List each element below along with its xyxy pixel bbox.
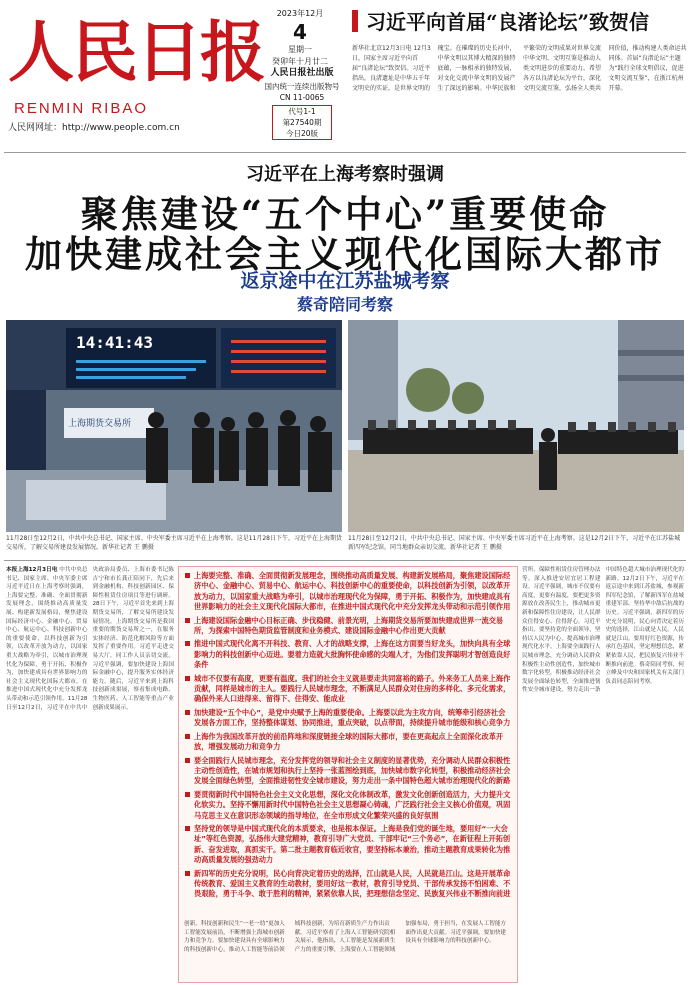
key-point-item: 新四军的历史充分说明，民心向背决定着历史的选择，江山就是人民，人民就是江山。这是开展革命传统教育、爱国主义教育的生动教材，要用好这一教材，教育引导党员、干部传承发扬不怕困难、不畏艰险，勇于斗争、敢于胜利的精神，紧紧依靠人民，把理想信念坚定、民族复兴伟业不断推向前进 — [185, 869, 511, 900]
top-story-body: 新华社北京12月3日电 12月3日，国家主席习近平向首届“良渚论坛”致贺信。习近平指出，良渚遗址是中华五千年文明史的实证，是世界文明的瑰宝。在璀璨的历史长河中，中华文明以其博大精深的独特底蕴，一脉相承的独特发展，对文化交流中华文明的发展产生了深远的影响。中华民族和平繁荣的文明成果对世界交流中华文明、文明互鉴是推动人类文明进步的重要动力。希望各方以良渚论坛为平台，深化文明交流互鉴，弘扬全人类共同价值，推动构建人类命运共同体。首届“良渚论坛”主题为“践行全球文明倡议，促进文明交流互鉴”，在浙江杭州开幕。 — [352, 45, 687, 92]
photo-memorial-visit[interactable] — [348, 320, 684, 532]
exchange-sign: 上海期货交易所 — [68, 419, 132, 429]
key-points-list — [185, 571, 511, 903]
key-point-item: 要全面践行人民城市理念，充分发挥党的领导和社会主义制度的显著优势，充分调动人民群众积极性主动性创造性，在城市规划和执行上坚持一张蓝图绘到底，加快城市数字化转型，积极推动经济社会发展全面绿色转型，全面推进韧性安全城市建设，努力走出一条中国特色超大城市治理现代化的新路 — [185, 756, 511, 787]
photo-caption-right: 11月28日至12月2日，中共中央总书记、国家主席、中央军委主席习近平在上海考察。这是12月2日下午，习近平在江苏盐城新四军纪念馆，同当地群众亲切交流。新华社记者 王 鹏摄 — [348, 535, 681, 551]
issn-number: 国内统一连续出版物号 CN 11-0065 — [264, 82, 340, 102]
article-text-left: 中共中央总书记、国家主席、中央军委主席习近平近日在上海考察时强调，上海要完整、准确、全面贯彻新发展理念，围绕推动高质量发展、构建新发展格局，聚焦建设国际经济中心、金融中心、贸易中心、航运中心、科技创新中心的重要使命，以科技创新为引领，以改革开放为动力，以国家重大战略为牵引，以城市治理现代化为保障，勇于开拓、积极作为，加快建成具有世界影响力的社会主义现代化国际大都市，在推进中国式现代化中充分发挥龙头带动和示范引领作用。11月28日至12月2日，习近平在中共中央政治局委员、上海市委书记陈吉宁和市长龚正陪同下，先后来到金融机构、科技创新园区、保障性租赁住房项目等进行调研。28日下午，习近平首先来到上海期货交易所，了解交易所建设发展情况。上海期货交易所是我国重要的期货交易所之一，在服务实体经济、防范化解风险等方面发挥了重要作用。习近平走进交易大厅，同工作人员亲切交流。习近平强调，要加快建设上海国际金融中心，提升服务实体经济能力。随后，习近平来到上海科技创新成果展，察看集成电路、生物医药、人工智能等重点产业创新成果展示。 — [6, 567, 174, 711]
key-point-item: 上海建设国际金融中心目标正确、步伐稳健、前景光明，上海期货交易所要加快建成世界一流交易所，为探索中国特色期货监管制度和业务模式、建设国际金融中心作出更大贡献 — [185, 616, 511, 637]
photo-caption-left: 11月28日至12月2日，中共中央总书记、国家主席、中央军委主席习近平在上海考察。这是11月28日下午，习近平在上海期货交易所，了解交易所建设发展情况。新华社记者 王 鹏摄 — [6, 535, 342, 551]
headline-kicker: 习近平在上海考察时强调 — [246, 164, 444, 185]
date-line: 2023年12月 — [276, 9, 324, 18]
date-weekday: 星期一 — [288, 45, 312, 54]
key-point-item: 推进中国式现代化离不开科技、教育、人才的战略支撑，上海在这方面要当好龙头，加快向具有全球影响力的科技创新中心迈进。要着力造就大批胸怀使命感的尖端人才，为他们发挥聪明才智创造良好条件 — [185, 639, 511, 670]
top-story-headline[interactable]: 习近平向首届“良渚论坛”致贺信 — [352, 6, 688, 38]
photo-memorial-illustration — [348, 320, 684, 532]
newspaper-logo: 人民日报 — [8, 13, 264, 91]
publisher-info — [262, 68, 342, 142]
article-body-center: 创新，科技创新和民生“一老一幼”更加人工智能发展前沿，不断增强上海城市创新力和竞争力。要加快建设具有全球影响力的科技创新中心，推动人工智能等前沿领域科技创新，为培育新质生产力作出贡献。习近平察看了上海人工智能研究院相关展示，他指出，人工智能是发展新质生产力的重要引擎，上海要在人工智能领域加强布局，勇于担当，在发展人工智能方面作出更大贡献。习近平强调，要加快建设具有全球影响力的科技创新中心。 — [184, 921, 507, 953]
masthead-divider — [4, 152, 686, 153]
key-point-item: 要贯彻新时代中国特色社会主义文化思想，深化文化体制改革，激发文化创新创造活力，大力提升文化软实力。坚持不懈用新时代中国特色社会主义思想凝心铸魂，广泛践行社会主义核心价值观，巩固马克思主义在意识形态领域的指导地位，在全市形成文化繁荣兴盛的良好氛围 — [185, 790, 511, 821]
page-count: 今日20版 — [285, 129, 319, 138]
sub-headline: 返京途中在江苏盐城考察 — [240, 270, 450, 292]
main-headline-line1[interactable]: 聚焦建设“五个中心”重要使命 — [80, 192, 610, 236]
date-day: 4 — [293, 20, 307, 44]
photo-exchange-illustration — [6, 320, 342, 532]
main-headline-line2[interactable]: 加快建成社会主义现代化国际大都市 — [25, 232, 665, 276]
logo-romanization: RENMIN RIBAO — [14, 100, 149, 117]
article-body-right: 营所、保障性租赁住房管理办法等，深入推进安居宜居工程建设。习近平强调，城市不仅要有高度，更要有温度，要把更多资源放在改善民生上，推动城市更新和保障性住房建设，让人民群众住得安心、住得舒心。习近平指出，要坚持党的全面领导，坚持以人民为中心，提高城市治理现代化水平。上海要全面践行人民城市理念，充分调动人民群众积极性主动性创造性，加快城市数字化转型，积极推动经济社会发展全面绿色转型，全面推进韧性安全城市建设，努力走出一条中国特色超大城市治理现代化的新路。12月2日下午，习近平在返京途中来到江苏盐城，参观新四军纪念馆，了解新四军在盐城重建军部、坚持华中敌后抗战的历史。习近平强调，新四军的历史充分说明，民心向背决定着历史的选择，江山就是人民，人民就是江山。要用好红色资源，传承红色基因，坚定理想信念，紧紧依靠人民，把民族复兴伟业不断推向前进。蔡奇陪同考察，何立峰及中央和国家机关有关部门负责同志陪同考察。 — [522, 567, 684, 694]
lunar-date: 癸卯年十月廿二 — [272, 57, 328, 66]
key-point-item: 加快建设“五个中心”，是党中央赋予上海的重要使命。上海要以此为主攻方向，统筹牵引经济社会发展各方面工作，坚持整体谋划、协同推进，重点突破，以点带面，持续提升城市能级和核心竞争力 — [185, 708, 511, 729]
website-url[interactable]: 人民网网址：http://www.people.com.cn — [8, 123, 180, 133]
key-point-item: 上海作为我国改革开放的前沿阵地和深度链接全球的国际大都市，要在更高起点上全面深化改革开放，增强发展动力和竞争力 — [185, 732, 511, 753]
exchange-clock: 14:41:43 — [76, 333, 154, 352]
publisher-name: 人民日报社出版 — [270, 68, 334, 78]
dateline: 本报上海12月3日电 — [6, 567, 58, 573]
issue-code-box — [272, 105, 332, 140]
key-point-item: 城市不仅要有高度，更要有温度。我们的社会主义就是要走共同富裕的路子。外来务工人员来上海作贡献，同样是城市的主人。要践行人民城市理念，不断满足人民群众对住房的多样化、多元化需求，确保外来人口进得来、留得下、住得安、能成业 — [185, 674, 511, 705]
issue-number: 第27540期 — [282, 118, 322, 127]
photo-exchange-visit[interactable] — [6, 320, 342, 532]
body-divider — [4, 560, 686, 561]
sub-headline-accompany: 蔡奇陪同考察 — [296, 295, 393, 314]
key-point-item: 坚持党的领导是中国式现代化的本质要求，也是根本保证。上海是我们党的诞生地，要用好“一大会址”等红色资源，弘扬伟大建党精神，教育引导广大党员、干部牢记“三个务必”，在新征程上开拓创新、奋发进取，真抓实干。第二批主题教育临近收官，要坚持标本兼治，推动主题教育成果转化为推动高质量发展的强劲动力 — [185, 824, 511, 866]
masthead — [0, 0, 690, 152]
postal-code: 代号1-1 — [288, 107, 316, 116]
article-body-left — [6, 566, 174, 981]
key-point-item: 上海要完整、准确、全面贯彻新发展理念，围绕推动高质量发展、构建新发展格局，聚焦建设国际经济中心、金融中心、贸易中心、航运中心、科技创新中心的重要使命，以科技创新为引领，以改革开放为动力，以国家重大战略为牵引，以城市治理现代化为保障，勇于开拓、积极作为，加快建成具有世界影响力的社会主义现代化国际大都市，在推进中国式现代化中充分发挥龙头带动和示范引领作用 — [185, 571, 511, 613]
